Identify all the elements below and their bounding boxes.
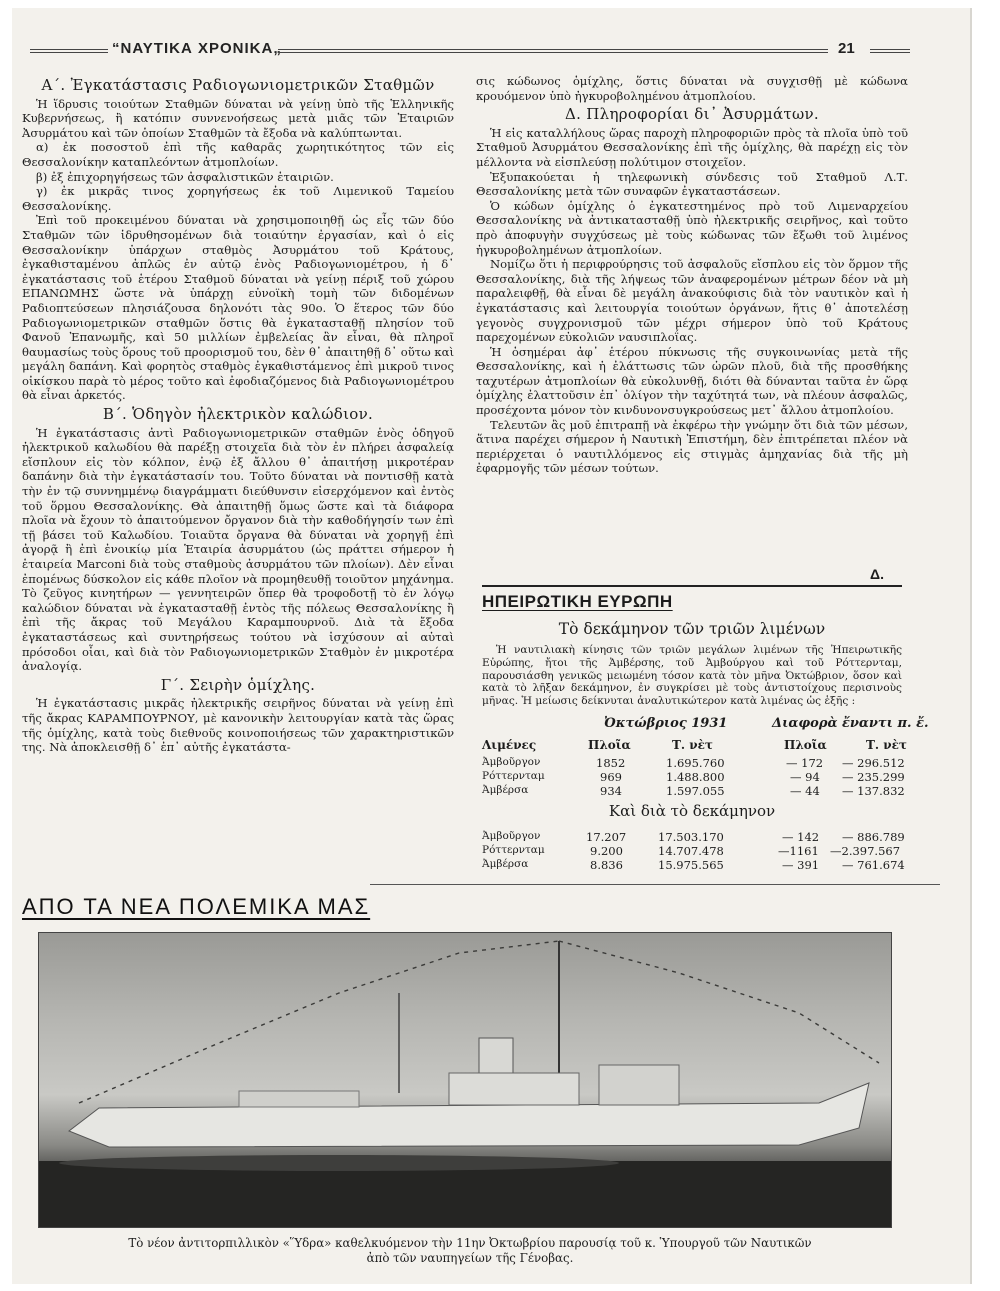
table-cell-tons: 1.488.800 (666, 770, 725, 784)
section-d-paragraph: Τελευτῶν ἂς μοῦ ἐπιτραπῇ νὰ ἐκφέρω τὴν γνώμην ὅτι διὰ τῶν μέσων, ἅτινα παρέχει σήμερον ἡ Ναυτικὴ Ἐπιστήμη, δὲν ἐπιτρέπεται πλέον νὰ περιέρχεται ὁ ναυτιλλόμενος εἰς στιγμὰς ἀμηχανίας διὰ τῆς μὴ ἐφαρμογῆς τῶν μέσων τούτων. (476, 417, 908, 476)
ship-deckhouse (239, 1091, 359, 1107)
caption-line: Τὸ νέον ἀντιτορπιλλικὸν «Ὕδρα» καθελκυόμενον τὴν 11ην Ὀκτωβρίου παρουσίᾳ τοῦ κ. Ὑπουργοῦ τῶν Ναυτικῶν (128, 1236, 812, 1250)
destroyer-launch-photo (38, 932, 892, 1228)
table-cell-tons: 17.503.170 (658, 830, 724, 844)
table-row-port: Ἀμβέρσα (482, 784, 529, 796)
section-d-paragraph: Ἐξυπακούεται ἡ τηλεφωνικὴ σύνδεσις τοῦ Σταθμοῦ Λ.Τ. Θεσσαλονίκης μετὰ τῶν συναφῶν ἐγκαταστάσεων. (476, 169, 908, 199)
table-cell-diff-ships: — 142 (782, 830, 820, 844)
section-a-item: β) ἐξ ἐπιχορηγήσεως τῶν ἀσφαλιστικῶν ἑταιριῶν. (36, 169, 334, 184)
photo-section-banner: ΑΠΟ ΤΑ ΝΕΑ ΠΟΛΕΜΙΚΑ ΜΑΣ (22, 894, 371, 919)
table-cell-ships: 9.200 (590, 844, 623, 858)
section-b-title: Β΄. Ὁδηγὸν ἠλεκτρικὸν καλώδιον. (102, 405, 374, 424)
section-rule (482, 585, 902, 587)
difference-header: Διαφορὰ ἔναντι π. ἔ. (772, 716, 929, 731)
table-row-port: Ἀμβέρσα (482, 858, 529, 870)
table-row-port: Ἀμβοῦργον (482, 830, 541, 842)
ports-table-title: Τὸ δεκάμηνον τῶν τριῶν λιμένων (558, 620, 826, 638)
section-a-paragraph: Ἐπὶ τοῦ προκειμένου δύναται νὰ χρησιμοποιηθῇ ὡς εἷς τῶν δύο Σταθμῶν τῶν ἱδρυθησομένων διὰ τοιαύτην ἐργασίαν, καὶ ὁ εἰς Θεσσαλονίκην ὑπάρχων σταθμὸς Ἀσυρμάτου τοῦ Κράτους, ἐγκαθισταμένου ἁπλῶς ἐν αὐτῷ ἑνὸς Ραδιογωνιομέτρου, ἡ δ᾽ ἐγκατάστασις τοῦ ἑτέρου Σταθμοῦ δύναται νὰ γείνῃ πέριξ τοῦ χώρου ΕΠΑΝΩΜΗΣ ὥστε νὰ ὑπάρχῃ εὐνοϊκὴ τομὴ τῶν διδομένων Ραδιοπτεύσεων πλησιάζουσα δηλονότι τὰς 90ο. Ὁ ἕτερος τῶν δύο Ραδιογωνιομετρικῶν σταθμῶν ὅστις θὰ ἐγκατασταθῇ πλησίον τοῦ Φανοῦ Ἐπανωμῆς, καὶ 50 μιλλίων ἐμβελείας ἂν εἶναι, θὰ πληροῖ θαυμασίως τοὺς ὅρους τοῦ προορισμοῦ του, δὲν θ᾽ ἀπαιτηθῇ δ᾽ οὕτω καὶ μεγάλη δαπάνη. Καὶ φορητὸς σταθμὸς ἐγκαθιστάμενος ἐπὶ μικροῦ τινος οἰκίσκου παρὰ τὸ μέρος τοῦτο καὶ ἐφοδιαζόμενος διὰ Ραδιογωνιομέτρου θὰ εἶναι ἀρκετός. (22, 213, 454, 403)
europe-section-title: ΗΠΕΙΡΩΤΙΚΗ ΕΥΡΩΠΗ (482, 592, 673, 611)
running-title: “ΝΑΥΤΙΚΑ ΧΡΟΝΙΚΑ„ (112, 40, 282, 57)
table-cell-diff-tons: — 296.512 (842, 756, 905, 770)
ship-superstructure (449, 1073, 579, 1105)
section-d-title: Δ. Πληροφορίαι δι᾽ Ἀσυρμάτων. (565, 105, 819, 124)
section-c-paragraph: Ἡ ἐγκατάστασις μικρᾶς ἠλεκτρικῆς σειρῆνος δύναται νὰ γείνῃ ἐπὶ τῆς ἄκρας ΚΑΡΑΜΠΟΥΡΝΟΥ, μὲ κανονικὴν λειτουργίαν κατὰ τὰς ὥρας τῆς ὁμίχλης, κατὰ τοὺς διεθνοῦς κοινοποιήσεως τῶν χαρακτηριστικῶν της. Νὰ ἀποκλεισθῇ δ᾽ ἐπ᾽ αὐτῆς ἐγκατάστα- (22, 696, 454, 755)
header-rule-right (870, 49, 910, 53)
table-row-port: Ἀμβοῦργον (482, 756, 541, 768)
header-rule-left (30, 49, 108, 53)
shore-crowd (39, 1161, 891, 1227)
table-cell-diff-tons: —2.397.567 (830, 844, 901, 858)
section-a-title: Α΄. Ἐγκατάστασις Ραδιογωνιομετρικῶν Σταθμῶν (41, 76, 435, 94)
table-cell-tons: 1.597.055 (666, 784, 725, 798)
table-cell-diff-ships: — 391 (782, 858, 820, 872)
table-row-port: Ρόττερνταμ (482, 844, 545, 856)
column-header-diff-ships: Πλοῖα (784, 738, 827, 752)
photo-section-rule (370, 884, 940, 885)
column-header-ships: Πλοῖα (588, 738, 631, 752)
column-header-tons: Τ. νὲτ (672, 738, 713, 752)
photo-caption (40, 1236, 900, 1266)
ship-illustration (39, 933, 891, 1227)
table-cell-diff-ships: — 94 (790, 770, 820, 784)
table-cell-ships: 8.836 (590, 858, 623, 872)
table-cell-diff-tons: — 235.299 (842, 770, 905, 784)
section-a-item: α) ἐκ ποσοστοῦ ἐπὶ τῆς καθαρᾶς χωρητικότητος τῶν εἰς Θεσσαλονίκην καταπλεόντων ἀτμοπλοίων. (22, 140, 454, 169)
section-a-item: γ) ἐκ μικρᾶς τινος χορηγήσεως ἐκ τοῦ Λιμενικοῦ Ταμείου Θεσσαλονίκης. (22, 184, 454, 213)
table-cell-diff-ships: —1161 (778, 844, 819, 858)
table-cell-ships: 17.207 (586, 830, 627, 844)
table-cell-ships: 1852 (596, 756, 626, 770)
table-cell-diff-tons: — 886.789 (842, 830, 905, 844)
section-d-paragraph: Ὁ κώδων ὁμίχλης ὁ ἐγκατεστημένος πρὸ τοῦ Λιμεναρχείου Θεσσαλονίκης νὰ ἀντικατασταθῇ ὑπὸ ἠλεκτρικῆς σειρῆνος, καὶ τοῦτο πρὸ ἀποφυγὴν συγχύσεως μὲ τοὺς κώδωνας τῶν ἔξωθι τοῦ λιμένος ἠγκυροβολημένων ἀτμοπλοίων. (476, 198, 908, 257)
column-header-diff-tons: Τ. νὲτ (866, 738, 907, 752)
section-d-paragraph: Ἡ εἰς καταλλήλους ὥρας παροχὴ πληροφοριῶν πρὸς τὰ πλοῖα ὑπὸ τοῦ Σταθμοῦ Ἀσυρμάτου Θεσσαλονίκης ἐπὶ τῆς ὁμίχλης, θὰ παρέχῃ εἰς τὸν μέλλοντα νὰ εἰσπλεύσῃ πολύτιμον στοιχεῖον. (476, 125, 908, 169)
section-d-paragraph: Ἡ ὁσημέραι ἀφ᾽ ἑτέρου πύκνωσις τῆς συγκοινωνίας μετὰ τῆς Θεσσαλονίκης, καὶ ἡ ἐλάττωσις τῶν ὡρῶν πλοῦ, διὰ τῆς προσθήκης ταχυτέρων ἀτμοπλοίων θὰ εὐκολυνθῇ, διότι θὰ δύνανται ταῦτα ἐν ὥρᾳ ὁμίχλης ἐλαττοῦσιν ἐπ᾽ ὀλίγον τὴν ταχύτητά των, νὰ πλέουν ἀσφαλῶς, προσέχοντα μόνον τὸν κινδυνονσυγκρούσεως μετ᾽ ἄλλου ἀτμοπλοίου. (476, 344, 908, 418)
header-rule-middle (278, 49, 828, 53)
table-cell-tons: 14.707.478 (658, 844, 724, 858)
table-cell-ships: 934 (600, 784, 622, 798)
table-cell-diff-ships: — 44 (790, 784, 820, 798)
caption-line: ἀπὸ τῶν ναυπηγείων τῆς Γένοβας. (366, 1251, 574, 1265)
table-row-port: Ρόττερνταμ (482, 770, 545, 782)
ports-table-intro: Ἡ ναυτιλιακὴ κίνησις τῶν τριῶν μεγάλων λιμένων τῆς Ἠπειρωτικῆς Εὐρώπης, ἤτοι τῆς Ἀμβέρσης, τοῦ Ἀμβούργου καὶ τοῦ Ρόττερνταμ, παρουσιάσθη γενικῶς μειωμένη τόσον κατὰ τὸν μῆνα Ὀκτώβριον, ὅσον καὶ κατὰ τὸ λῆξαν δεκάμηνον, ἐν συγκρίσει μὲ τοὺς ἀντιστοίχους περισινοὺς μῆνας. Ἡ μείωσις δείκνυται ἀναλυτικώτερον κατὰ λιμένας ὡς ἑξῆς : (482, 644, 902, 708)
section-b-paragraph: Ἡ ἐγκατάστασις ἀντὶ Ραδιογωνιομετρικῶν σταθμῶν ἑνὸς ὁδηγοῦ ἠλεκτρικοῦ καλωδίου θὰ παρέξῃ στοιχεῖα διὰ τὸν ἐν πλήρει ἀσφαλείᾳ εἴσπλουν εἰς τὸν κόλπον, ἐνῷ ἐξ ἄλλου θ᾽ ἀπαιτήσῃ μικροτέραν δαπάνην διὰ τὴν ἐγκατάστασίν του. Τοῦτο δύναται νὰ ποντισθῇ κατὰ τὴν ἐν τῷ συννημμένῳ διαγράμματι διεύθυνσιν εἰσερχόμενον καὶ ἐντὸς τοῦ ὅρμου Θεσσαλονίκης. Θὰ ἀπαιτηθῇ ὅμως ὥστε καὶ τὰ διάφορα πλοῖα νὰ ἔχουν τὸ ἀπαιτούμενον ὄργανον διὰ τὴν καθοδήγησίν των ἐπὶ τῇ βάσει τοῦ Καλωδίου. Τοιαῦτα ὄργανα θὰ δύναται νὰ χορηγῇ ἐπὶ ἀγορᾷ ἢ ἐπὶ ἐνοικίῳ μία Ἑταιρία ἀσυρμάτου (ὡς πράττει σήμερον ἡ ἑταιρεία Marconi διὰ τοὺς σταθμοὺς ἀσυρμάτου τῶν πλοίων). Δὲν εἶναι ἐπομένως δύσκολον εἰς κάθε πλοῖον νὰ προμηθευθῇ τοιοῦτον μηχάνημα. Τὸ ζεῦγος κινητήρων — γεννητειρῶν ὅπερ θὰ τροφοδοτῇ τὸ ἐν λόγῳ καλώδιον δύναται νὰ ἐγκατασταθῇ ἐντὸς τῆς πόλεως Θεσσαλονίκης ἢ ἐπὶ τῆς ἄκρας τοῦ Μεγάλου Καραμπουρνοῦ. Διὰ τὰ ἔξοδα ἐγκαταστάσεως καὶ συντηρήσεως τούτου νὰ ἰσχύσουν αἱ αὐταὶ πρόσοδοι οἷαι, καὶ διὰ τὸν Ραδιογωνιομετρικῶν Σταθμὸν ἐν μικροτέρα ἀναλογίᾳ. (22, 425, 454, 674)
page-number: 21 (838, 40, 855, 57)
table-cell-diff-tons: — 137.832 (842, 784, 905, 798)
ten-month-title: Καὶ διὰ τὸ δεκάμηνον (608, 802, 776, 820)
october-header: Ὀκτώβριος 1931 (604, 716, 728, 731)
water (59, 1155, 619, 1171)
continuation-text: σις κώδωνος ὁμίχλης, ὅστις δύναται νὰ συγχισθῇ μὲ κώδωνα κρουόμενον ὑπὸ ἠγκυροβοληµένου ἀτμοπλοίου. (476, 74, 908, 103)
section-c-title: Γ΄. Σειρὴν ὁμίχλης. (160, 675, 316, 694)
table-cell-tons: 1.695.760 (666, 756, 725, 770)
section-d-paragraph: Νομίζω ὅτι ἡ περιφρούρησις τοῦ ἀσφαλοῦς εἴσπλου εἰς τὸν ὅρμον τῆς Θεσσαλονίκης, διὰ τῆς λήψεως τῶν ἀναφερομένων μέτρων δέον νὰ μὴ παραλειφθῇ, θὰ εἶναι δὲ μεγάλη ἀνακούφισις διὰ τὸν ναυτικὸν καὶ ἡ ἐγκατάστασις καὶ λειτουργία τοιούτων ὀργάνων, ἥτις θ᾽ ἀποτελέσῃ γεγονὸς συγχρονισμοῦ τῶν μέχρι σήμερον ὑπὸ τοῦ Κράτους παρεχομένων εὐκολιῶν ναυσιπλοΐας. (476, 257, 908, 345)
table-cell-diff-ships: — 172 (786, 756, 824, 770)
table-cell-diff-tons: — 761.674 (842, 858, 905, 872)
table-cell-tons: 15.975.565 (658, 858, 724, 872)
author-signature: Δ. (870, 566, 884, 582)
left-column (22, 74, 454, 755)
section-a-paragraph: Ἡ ἵδρυσις τοιούτων Σταθμῶν δύναται νὰ γείνῃ ὑπὸ τῆς Ἑλληνικῆς Κυβερνήσεως, ἢ κατόπιν συννενοήσεως μετὰ μιᾶς τῶν Ἑταιριῶν Ἀσυρμάτου καὶ τῶν ὁποίων Σταθμῶν τὰ ἔξοδα νὰ καλύπτωνται. (22, 96, 454, 140)
right-column (476, 74, 908, 476)
table-cell-ships: 969 (600, 770, 622, 784)
ship-bridge (599, 1065, 679, 1105)
flag-bunting (559, 941, 879, 1063)
column-header-ports: Λιμένες (482, 738, 537, 752)
